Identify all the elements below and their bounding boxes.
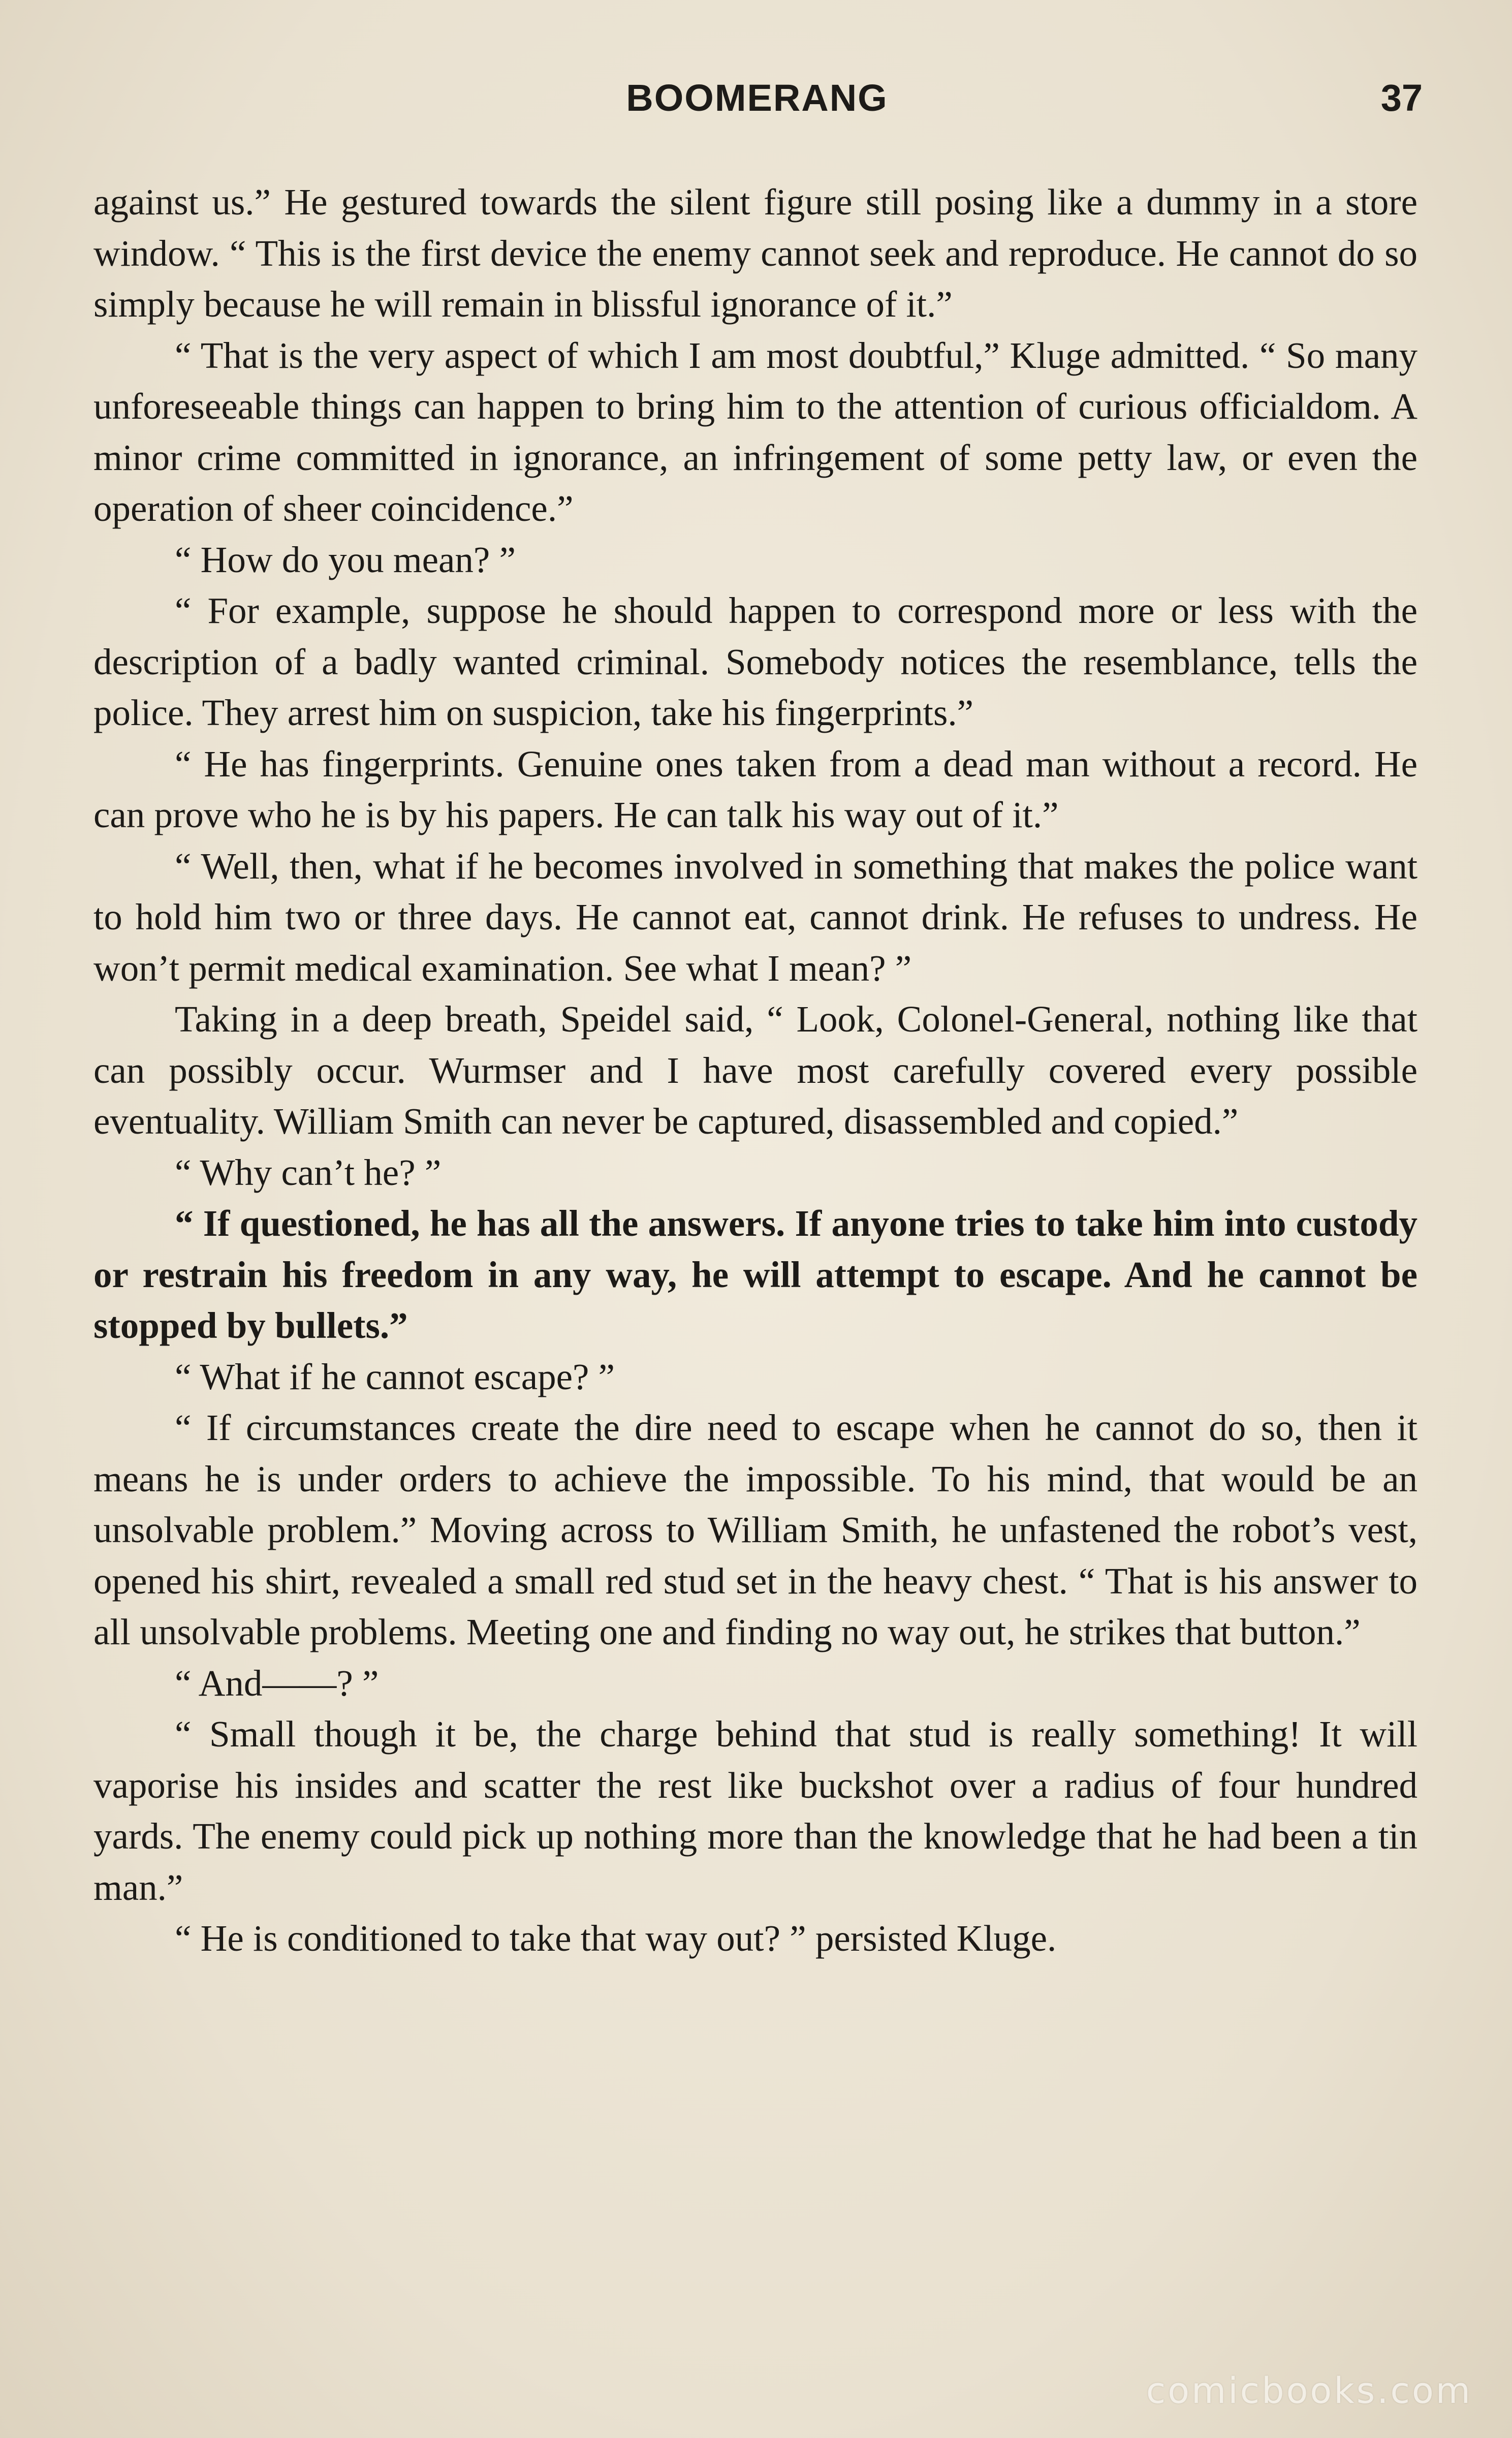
paragraph-3: “ How do you mean? ” bbox=[175, 539, 516, 580]
paragraph-10: “ What if he cannot escape? ” bbox=[175, 1356, 615, 1397]
body-text bbox=[93, 177, 1418, 1964]
paragraph-5: “ He has fingerprints. Genuine ones taken from a dead man without a record. He can prove who he is by his papers. He can talk his way out of it.” bbox=[93, 743, 1418, 835]
paragraph-2: “ That is the very aspect of which I am most doubtful,” Kluge admitted. “ So many unforeseeable things can happen to bring him to the attention of curious officialdom. A minor crime committed in ignorance, an infringement of some petty law, or even the operation of sheer coincidence.” bbox=[93, 334, 1418, 529]
paragraph-12: “ And——? ” bbox=[175, 1662, 379, 1704]
running-title: BOOMERANG bbox=[626, 77, 888, 119]
paragraph-9: “ If questioned, he has all the answers. If anyone tries to take him into custody or restrain his freedom in any way, he will attempt to escape. And he cannot be stopped by bullets.” bbox=[93, 1203, 1418, 1346]
paragraph-6: “ Well, then, what if he becomes involved in something that makes the police want to hold him two or three days. He cannot eat, cannot drink. He refuses to undress. He won’t permit medical examination. See what I mean? ” bbox=[93, 845, 1418, 989]
page-number: 37 bbox=[1380, 77, 1423, 119]
paragraph-11: “ If circumstances create the dire need to escape when he cannot do so, then it means he is under orders to achieve the impossible. To his mind, that would be an unsolvable problem.” Moving across to William Smith, he unfastened the robot’s vest, opened his shirt, revealed a small red stud set in the heavy chest. “ That is his answer to all unsolvable problems. Meeting one and finding no way out, he strikes that button.” bbox=[93, 1407, 1418, 1652]
running-head bbox=[91, 76, 1423, 137]
paragraph-13: “ Small though it be, the charge behind that stud is really something! It will vaporise his insides and scatter the rest like buckshot over a radius of four hundred yards. The enemy could pick up nothing more than the knowledge that he had been a tin man.” bbox=[93, 1713, 1418, 1908]
paragraph-8: “ Why can’t he? ” bbox=[175, 1151, 442, 1193]
paragraph-4: “ For example, suppose he should happen to correspond more or less with the description of a badly wanted criminal. Somebody notices the resemblance, tells the police. They arrest him on suspicion, take his fingerprints.” bbox=[93, 590, 1418, 733]
paragraph-7: Taking in a deep breath, Speidel said, “ Look, Colonel-General, nothing like that can possibly occur. Wurmser and I have most carefully covered every possible eventuality. William Smith can never be captured, disassembled and copied.” bbox=[93, 998, 1418, 1142]
paragraph-14: “ He is conditioned to take that way out? ” persisted Kluge. bbox=[175, 1918, 1057, 1959]
watermark: comicbooks.com bbox=[1146, 2370, 1472, 2412]
paragraph-1: against us.” He gestured towards the silent figure still posing like a dummy in a store window. “ This is the first device the enemy cannot seek and reproduce. He cannot do so simply because he will remain in blissful ignorance of it.” bbox=[93, 181, 1418, 325]
